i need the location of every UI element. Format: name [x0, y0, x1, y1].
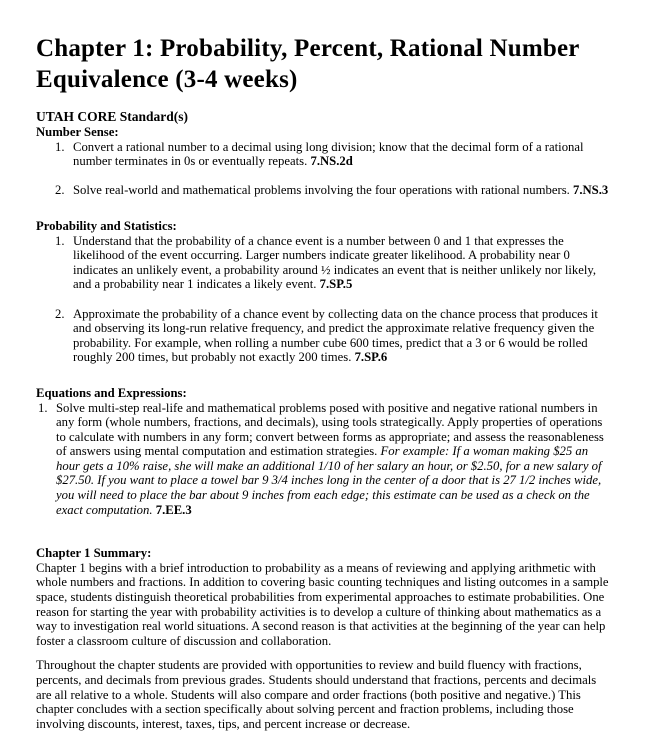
summary-paragraph-2: Throughout the chapter students are provided with opportunities to review and build fluency with fractions, percents, and decimals from previous grades. Students should understand that fractions, percents and decimals are all relative to a whole. Students will also compare and order fractions (both positive and negative.) This chapter concludes with a section specifically about solving percent and fraction problems, including those involving discounts, interest, taxes, tips, and percent increase or decrease.	[36, 658, 597, 731]
list-number: 1.	[38, 400, 48, 415]
standard-text	[73, 234, 614, 292]
standard-body: Understand that the probability of a chance event is a number between 0 and 1 that expresses the likelihood of the event occurring. Larger numbers indicate greater likelihood. A probability near 0 indicates an unlikely event, a probability around ½ indicates an event that is neither unlikely nor likely, and a probability near 1 indicates a likely event.	[73, 233, 597, 292]
group-heading-equations-expressions: Equations and Expressions:	[36, 385, 187, 400]
standard-code: 7.SP.5	[319, 277, 353, 292]
standard-item-7ns2d	[36, 140, 614, 169]
list-number: 2.	[55, 306, 65, 321]
summary-heading: Chapter 1 Summary:	[36, 546, 152, 561]
standard-item-7sp5	[36, 234, 614, 292]
list-number: 2.	[55, 183, 65, 198]
standard-body: Solve multi-step real-life and mathematical problems posed with positive and negative rational numbers in any form (whole numbers, fractions, and decimals), using tools strategically. Apply properties of operations to calculate with numbers in any form; convert between forms as appropriate; and assess the reasonableness of answers using mental computation and estimation strategies.	[56, 400, 604, 459]
standard-code: 7.NS.2d	[310, 154, 353, 169]
standards-group-number-sense	[36, 125, 614, 198]
list-number: 1.	[55, 139, 65, 154]
standard-text	[56, 401, 614, 518]
standard-body: Convert a rational number to a decimal using long division; know that the decimal form of a rational number terminates in 0s or eventually repeats.	[73, 139, 584, 169]
summary-paragraph-1: Chapter 1 begins with a brief introduction to probability as a means of reviewing and applying arithmetic with whole numbers and fractions. In addition to covering basic counting techniques and listing outcomes in a sample space, students distinguish theoretical probabilities from experimental approaches to estimate probabilities. One reason for starting the year with probability activities is to develop a culture of thinking about mathematics as a way to investigation real world situations. A second reason is that activities at the beginning of the year can help foster a classroom culture of discussion and collaboration.	[36, 560, 609, 648]
standard-text	[73, 140, 614, 169]
group-heading-probability-statistics: Probability and Statistics:	[36, 218, 177, 233]
group-heading-number-sense: Number Sense:	[36, 125, 119, 139]
standard-item-7ns3	[36, 183, 614, 198]
page-title: Chapter 1: Probability, Percent, Rational Number Equivalence (3-4 weeks)	[36, 35, 580, 93]
standard-item-7sp6	[36, 307, 614, 365]
standard-code: 7.NS.3	[572, 183, 609, 198]
standard-body: Solve real-world and mathematical problems involving the four operations with rational numbers.	[73, 183, 573, 198]
standard-code: 7.EE.3	[155, 502, 192, 517]
standard-text	[73, 307, 614, 365]
standard-item-7ee3	[36, 401, 614, 518]
list-number: 1.	[55, 233, 65, 248]
standards-group-probability-statistics	[36, 219, 614, 365]
standard-code: 7.SP.6	[354, 350, 388, 365]
standard-body: Approximate the probability of a chance event by collecting data on the chance process that produces it and observing its long-run relative frequency, and predict the approximate relative frequency given the probability. For example, when rolling a number cube 600 times, predict that a 3 or 6 would be rolled roughly 200 times, but probably not exactly 200 times.	[73, 306, 598, 365]
standards-heading: UTAH CORE Standard(s)	[36, 109, 189, 124]
standard-example-italic: For example: If a woman making $25 an hour gets a 10% raise, she will make an additional 1/10 of her salary an hour, or $2.50, for a new salary of $27.50. If you want to place a towel bar 9 3/4 inches long in the center of a door that is 27 1/2 inches wide, you will need to place the bar about 9 inches from each edge; this estimate can be used as a check on the exact computation.	[56, 444, 602, 517]
standards-group-equations-expressions	[36, 386, 614, 517]
chapter-summary-section	[36, 546, 614, 731]
standard-text	[73, 183, 608, 198]
